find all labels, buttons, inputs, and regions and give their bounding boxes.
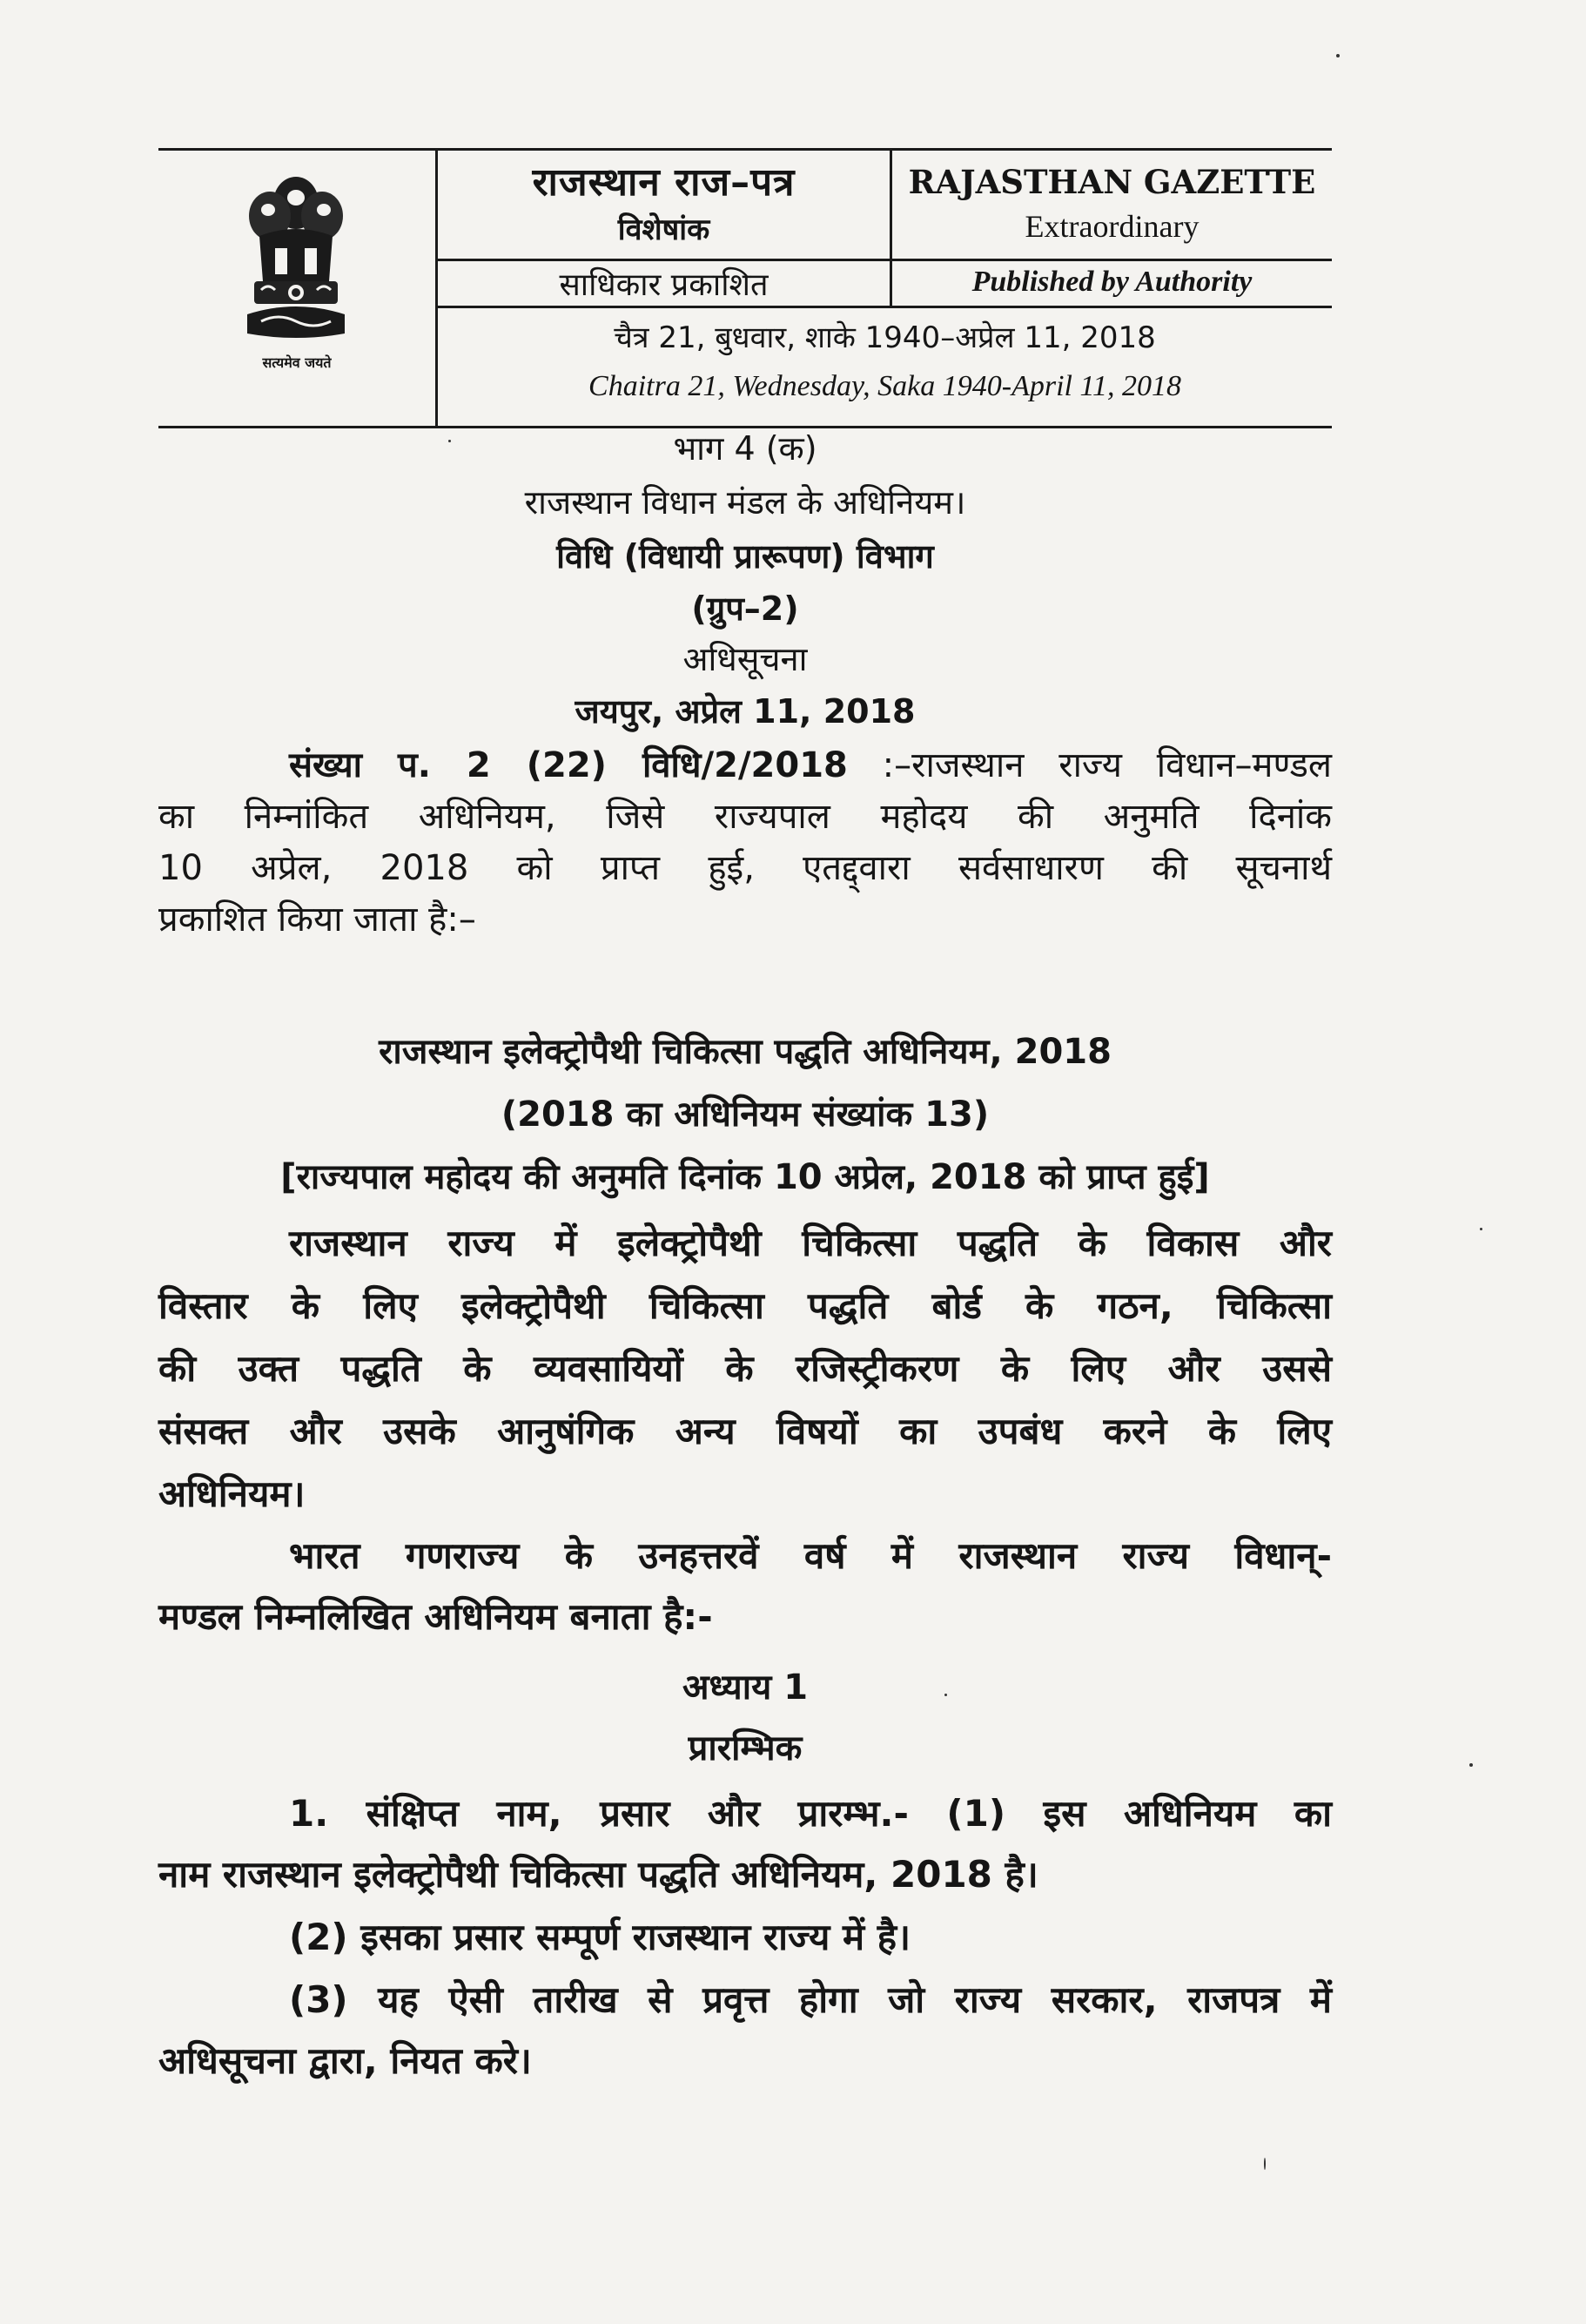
preamble-line: अधिनियम। [158, 1472, 306, 1515]
emblem-motto: सत्यमेव जयते [262, 354, 332, 371]
scan-speck [448, 440, 451, 442]
gazette-date-english: Chaitra 21, Wednesday, Saka 1940-April 11, 2018 [588, 370, 1181, 402]
scan-speck [1264, 2158, 1266, 2170]
notification-line: प्रकाशित किया जाता है:– [158, 899, 476, 940]
scan-speck [944, 1694, 947, 1696]
notification-number: संख्या प. 2 (22) विधि/2/2018 [289, 745, 848, 785]
section-line: नाम राजस्थान इलेक्ट्रोपैथी चिकित्सा पद्धति अधिनियम, 2018 है। [158, 1853, 1038, 1896]
chapter-heading: अध्याय 1 [682, 1667, 809, 1708]
notification-line: :–राजस्थान राज्य विधान–मण्डल [847, 745, 1332, 785]
section-line: 1. संक्षिप्त नाम, प्रसार और प्रारम्भ.- (1) इस अधिनियम का [289, 1792, 1332, 1835]
notification-line: 10 अप्रेल, 2018 को प्राप्त हुई, एतद्द्वारा सर्वसाधारण की सूचनार्थ [158, 848, 1332, 888]
act-title: राजस्थान इलेक्ट्रोपैथी चिकित्सा पद्धति अधिनियम, 2018 [379, 1032, 1112, 1072]
notification-heading: अधिसूचना [682, 640, 808, 678]
subsection-line: (3) यह ऐसी तारीख से प्रवृत्त होगा जो राज्य सरकार, राजपत्र में [289, 1978, 1332, 2021]
notification-body [158, 740, 1332, 946]
subsection-line: अधिसूचना द्वारा, नियत करे। [158, 2039, 532, 2082]
preamble-line: राजस्थान राज्य में इलेक्ट्रोपैथी चिकित्सा पद्धति के विकास और [289, 1222, 1332, 1264]
gazette-part: भाग 4 (क) [673, 429, 817, 468]
notification-line: का निम्नांकित अधिनियम, जिसे राज्यपाल महोदय की अनुमति दिनांक [158, 797, 1332, 837]
gazette-extraordinary-english: Extraordinary [1025, 209, 1200, 244]
subsection-2 [158, 1907, 1332, 1968]
act-preamble [158, 1212, 1332, 1526]
divider-horizontal-lower [435, 306, 1332, 308]
subsection-line: (2) इसका प्रसार सम्पूर्ण राजस्थान राज्य में है। [289, 1916, 911, 1958]
scan-speck [1480, 1228, 1482, 1230]
act-assent: [राज्यपाल महोदय की अनुमति दिनांक 10 अप्रेल, 2018 को प्राप्त हुई] [280, 1157, 1210, 1197]
act-number: (2018 का अधिनियम संख्यांक 13) [501, 1095, 990, 1135]
published-by-authority-hindi: साधिकार प्रकाशित [559, 267, 769, 303]
gazette-date-hindi: चैत्र 21, बुधवार, शाके 1940–अप्रेल 11, 2018 [614, 320, 1156, 355]
gazette-title-hindi: राजस्थान राज–पत्र [532, 160, 796, 205]
published-by-authority-english: Published by Authority [971, 266, 1253, 298]
enacting-formula [158, 1526, 1332, 1647]
section-1 [158, 1783, 1332, 1905]
preamble-line: विस्तार के लिए इलेक्ट्रोपैथी चिकित्सा पद्धति बोर्ड के गठन, चिकित्सा [158, 1284, 1332, 1327]
emblem-cell [158, 151, 435, 426]
divider-horizontal-upper [435, 259, 1332, 261]
scan-speck [1469, 1763, 1473, 1767]
national-emblem-icon [235, 168, 357, 347]
notification-place-date: जयपुर, अप्रेल 11, 2018 [575, 692, 916, 731]
enacting-line: मण्डल निम्नलिखित अधिनियम बनाता है:- [158, 1595, 713, 1638]
enacting-line: भारत गणराज्य के उनहत्तरवें वर्ष में राजस्थान राज्य विधान्- [289, 1534, 1332, 1577]
scan-speck [1336, 54, 1340, 57]
chapter-title: प्रारम्भिक [688, 1728, 803, 1768]
acts-of-legislature: राजस्थान विधान मंडल के अधिनियम। [524, 483, 966, 522]
gazette-title-english: RAJASTHAN GAZETTE [908, 163, 1316, 201]
subsection-3 [158, 1970, 1332, 2092]
preamble-line: की उक्त पद्धति के व्यवसायियों के रजिस्ट्रीकरण के लिए और उससे [158, 1347, 1332, 1390]
preamble-line: संसक्त और उसके आनुषंगिक अन्य विषयों का उपबंध करने के लिए [158, 1410, 1332, 1452]
gazette-extraordinary-hindi: विशेषांक [617, 212, 710, 247]
department-group: (ग्रुप–2) [691, 589, 799, 628]
gazette-masthead [158, 148, 1332, 428]
department-name: विधि (विधायी प्रारूपण) विभाग [556, 537, 934, 576]
